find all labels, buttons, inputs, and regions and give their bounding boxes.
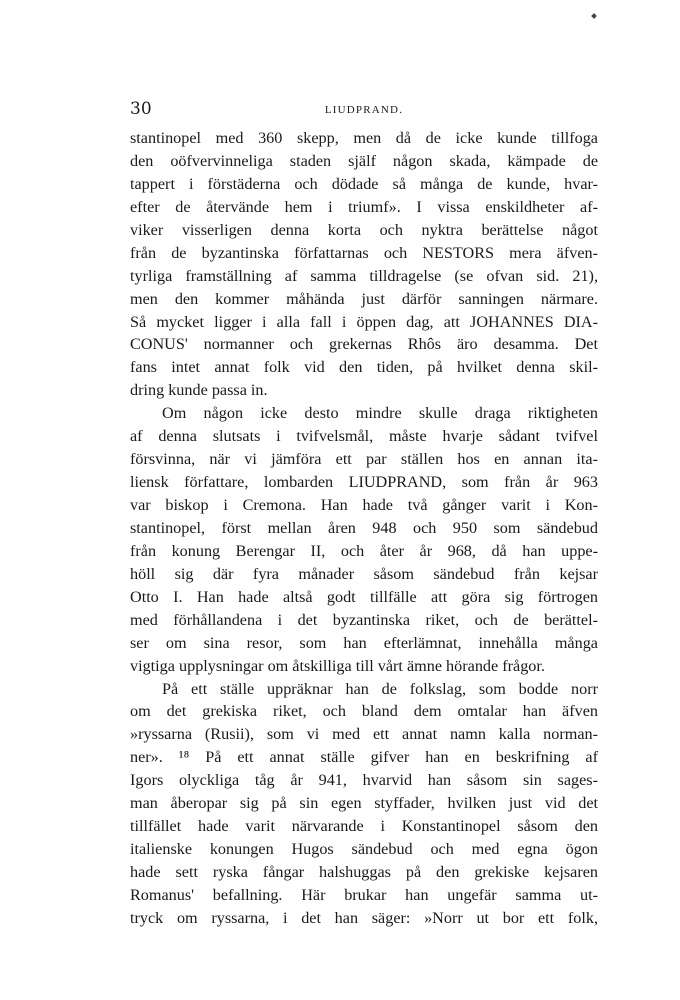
text-line: vigtiga upplysningar om åtskilliga till vårt ämne hörande frågor. [130,656,545,675]
text-line: italienske konungen Hugos sändebud och med egna ögon [130,840,598,859]
text-line: den oöfvervinneliga staden själf någon skada, kämpade de [130,151,598,170]
text-line: efter de återvände hem i triumf». I vissa enskildheter af- [130,197,598,216]
text-line: Så mycket ligger i alla fall i öppen dag, att JOHANNES DIA- [130,312,598,331]
text-line: med förhållandena i det byzantinska riket, och de berättel- [130,610,598,629]
text-line: fans intet annat folk vid den tiden, på hvilket denna skil- [130,358,598,377]
text-line: tryck om ryssarna, i det han säger: »Norr ut bor ett folk, [130,908,598,927]
text-line: Romanus' befallning. Här brukar han ungefär samma ut- [130,885,598,904]
text-line: viker visserligen denna korta och nyktra berättelse något [130,220,598,239]
text-line: tyrliga framställning af samma tilldragelse (se ofvan sid. 21), [130,266,598,285]
text-line: om det grekiska riket, och bland dem omtalar han äfven [130,702,598,721]
text-line: CONUS' normanner och grekernas Rhôs äro desamma. Det [130,335,598,354]
text-line: försvinna, när vi jämföra ett par ställen hos en annan ita- [130,450,598,469]
text-line: ner». ¹⁸ På ett annat ställe gifver han en beskrifning af [130,748,598,767]
text-line: men den kommer måhända just därför sanningen närmare. [130,289,598,308]
text-line: man åberopar sig på sin egen styffader, hvilken just vid det [130,794,598,813]
text-line: Otto I. Han hade altså godt tillfälle att göra sig förtrogen [130,587,598,606]
text-line: ser om sina resor, som han efterlämnat, innehålla många [130,633,598,652]
text-line: stantinopel med 360 skepp, men då de icke kunde tillfoga [130,129,598,147]
text-line: hade sett ryska fångar halshuggas på den grekiske kejsaren [130,863,598,881]
page-number: 30 [130,99,152,119]
text-line: från de byzantinska författarnas och NESTORS mera äfven- [130,243,598,262]
text-line: af denna slutsats i tvifvelsmål, måste hvarje sådant tvifvel [130,427,598,446]
stray-ink-mark [591,13,597,19]
text-line: tillfället hade varit närvarande i Konstantinopel såsom den [130,817,598,836]
text-line: liensk författare, lombarden LIUDPRAND, som från år 963 [130,473,598,492]
text-line: På ett ställe uppräknar han de folkslag, som bodde norr [162,679,598,698]
text-line: dring kunde passa in. [130,381,268,400]
text-line: stantinopel, först mellan åren 948 och 950 som sändebud [130,518,598,537]
text-line: var biskop i Cremona. Han hade två gånger varit i Kon- [130,496,598,514]
body-text [130,127,598,930]
running-title: LIUDPRAND. [324,104,404,116]
text-line: »ryssarna (Rusii), som vi med ett annat namn kalla norman- [130,725,598,744]
text-line: från konung Berengar II, och åter år 968, då han uppe- [130,541,598,560]
text-line: Om någon icke desto mindre skulle draga riktigheten [162,404,598,423]
text-line: tappert i förstäderna och dödade så många de kunde, hvar- [130,174,598,193]
text-line: höll sig där fyra månader såsom sändebud från kejsar [130,564,598,583]
running-head [130,98,598,120]
text-line: Igors olyckliga tåg år 941, hvarvid han såsom sin sages- [130,771,598,790]
